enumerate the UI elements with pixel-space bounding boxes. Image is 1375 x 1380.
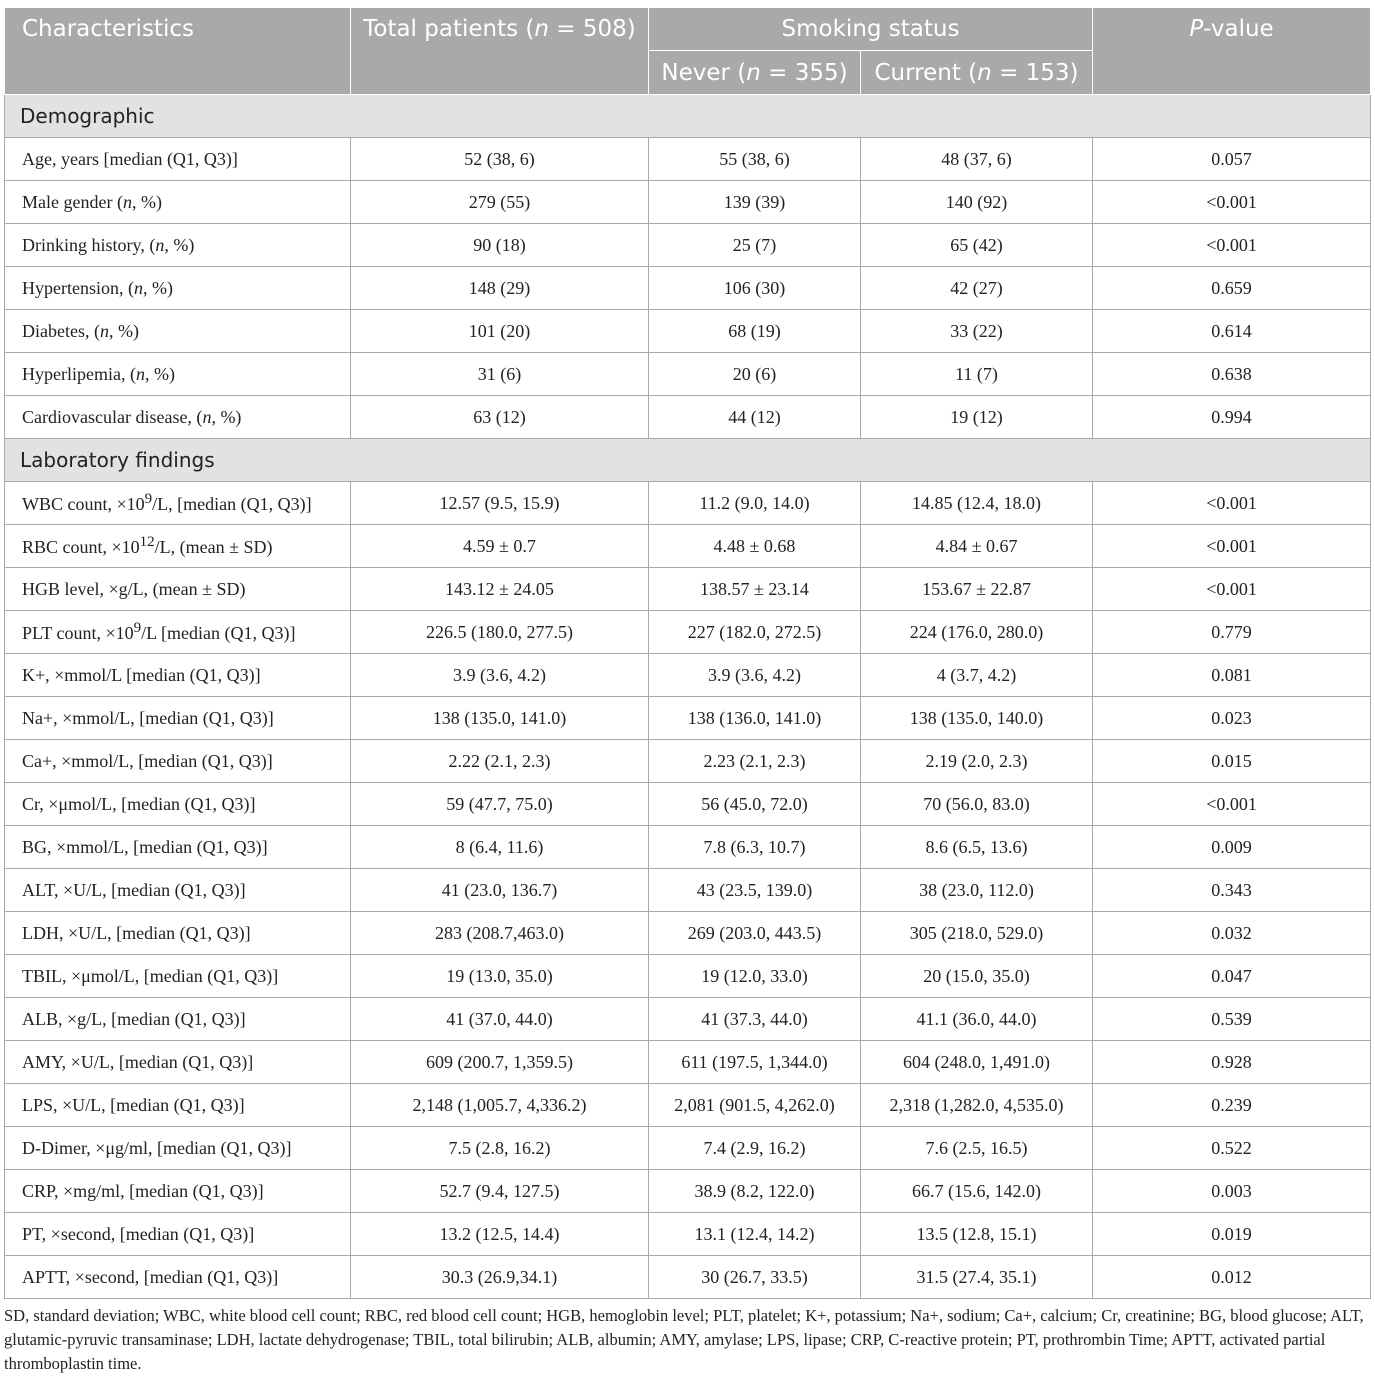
table-row — [5, 482, 1371, 525]
cell-p-value: 0.003 — [1093, 1170, 1371, 1213]
table-row — [5, 353, 1371, 396]
row-label: Age, years [median (Q1, Q3)] — [5, 138, 351, 181]
section-row — [5, 439, 1371, 482]
cell-p-value: 0.779 — [1093, 611, 1371, 654]
row-label: PT, ×second, [median (Q1, Q3)] — [5, 1213, 351, 1256]
table-row — [5, 740, 1371, 783]
cell-p-value: 0.012 — [1093, 1256, 1371, 1299]
cell-p-value: 0.638 — [1093, 353, 1371, 396]
row-label: ALB, ×g/L, [median (Q1, Q3)] — [5, 998, 351, 1041]
row-label: LDH, ×U/L, [median (Q1, Q3)] — [5, 912, 351, 955]
cell-current: 4 (3.7, 4.2) — [861, 654, 1093, 697]
cell-never: 7.4 (2.9, 16.2) — [649, 1127, 861, 1170]
cell-total: 279 (55) — [351, 181, 649, 224]
cell-p-value: 0.019 — [1093, 1213, 1371, 1256]
header-total-patients: Total patients (n = 508) — [351, 8, 649, 95]
cell-total: 8 (6.4, 11.6) — [351, 826, 649, 869]
cell-p-value: 0.614 — [1093, 310, 1371, 353]
cell-p-value: 0.032 — [1093, 912, 1371, 955]
cell-never: 43 (23.5, 139.0) — [649, 869, 861, 912]
row-label: BG, ×mmol/L, [median (Q1, Q3)] — [5, 826, 351, 869]
cell-p-value: <0.001 — [1093, 482, 1371, 525]
cell-p-value: 0.928 — [1093, 1041, 1371, 1084]
table-row — [5, 1084, 1371, 1127]
cell-total: 31 (6) — [351, 353, 649, 396]
table-row — [5, 181, 1371, 224]
cell-current: 31.5 (27.4, 35.1) — [861, 1256, 1093, 1299]
table-row — [5, 224, 1371, 267]
table-row — [5, 396, 1371, 439]
table-row — [5, 1127, 1371, 1170]
cell-never: 106 (30) — [649, 267, 861, 310]
cell-current: 604 (248.0, 1,491.0) — [861, 1041, 1093, 1084]
cell-never: 2,081 (901.5, 4,262.0) — [649, 1084, 861, 1127]
cell-never: 227 (182.0, 272.5) — [649, 611, 861, 654]
cell-total: 4.59 ± 0.7 — [351, 525, 649, 568]
row-label: RBC count, $\times 10^{12}/L$, (mean ± SD) — [5, 525, 351, 568]
table-row — [5, 869, 1371, 912]
table-row — [5, 1213, 1371, 1256]
cell-never: 611 (197.5, 1,344.0) — [649, 1041, 861, 1084]
cell-p-value: 0.522 — [1093, 1127, 1371, 1170]
cell-p-value: 0.343 — [1093, 869, 1371, 912]
cell-current: 19 (12) — [861, 396, 1093, 439]
cell-total: 148 (29) — [351, 267, 649, 310]
cell-p-value: 0.009 — [1093, 826, 1371, 869]
cell-p-value: <0.001 — [1093, 783, 1371, 826]
table-row — [5, 1041, 1371, 1084]
cell-total: 101 (20) — [351, 310, 649, 353]
cell-current: 14.85 (12.4, 18.0) — [861, 482, 1093, 525]
table-row — [5, 568, 1371, 611]
cell-current: 13.5 (12.8, 15.1) — [861, 1213, 1093, 1256]
cell-never: 269 (203.0, 443.5) — [649, 912, 861, 955]
cell-total: 19 (13.0, 35.0) — [351, 955, 649, 998]
header-current: Current (n = 153) — [861, 51, 1093, 95]
row-label: WBC count, $\times 10^9/L$, [median (Q1, Q3)] — [5, 482, 351, 525]
header-never: Never (n = 355) — [649, 51, 861, 95]
row-label: HGB level, ×g/L, (mean ± SD) — [5, 568, 351, 611]
table-row — [5, 998, 1371, 1041]
row-label: ALT, ×U/L, [median (Q1, Q3)] — [5, 869, 351, 912]
section-demographic: Demographic — [5, 95, 1371, 138]
row-label: D-Dimer, ×μg/ml, [median (Q1, Q3)] — [5, 1127, 351, 1170]
cell-never: 139 (39) — [649, 181, 861, 224]
row-label: Cr, ×μmol/L, [median (Q1, Q3)] — [5, 783, 351, 826]
cell-current: 305 (218.0, 529.0) — [861, 912, 1093, 955]
cell-current: 70 (56.0, 83.0) — [861, 783, 1093, 826]
row-label: CRP, ×mg/ml, [median (Q1, Q3)] — [5, 1170, 351, 1213]
row-label: AMY, ×U/L, [median (Q1, Q3)] — [5, 1041, 351, 1084]
cell-current: 224 (176.0, 280.0) — [861, 611, 1093, 654]
cell-never: 20 (6) — [649, 353, 861, 396]
cell-p-value: 0.239 — [1093, 1084, 1371, 1127]
row-label: LPS, ×U/L, [median (Q1, Q3)] — [5, 1084, 351, 1127]
cell-current: 2.19 (2.0, 2.3) — [861, 740, 1093, 783]
cell-total: 30.3 (26.9,34.1) — [351, 1256, 649, 1299]
cell-never: 2.23 (2.1, 2.3) — [649, 740, 861, 783]
table-row — [5, 310, 1371, 353]
cell-p-value: 0.057 — [1093, 138, 1371, 181]
cell-p-value: 0.659 — [1093, 267, 1371, 310]
table-row — [5, 826, 1371, 869]
cell-current: 2,318 (1,282.0, 4,535.0) — [861, 1084, 1093, 1127]
table-row — [5, 525, 1371, 568]
header-characteristics: Characteristics — [5, 8, 351, 95]
cell-never: 19 (12.0, 33.0) — [649, 955, 861, 998]
row-label: Cardiovascular disease, (n, %) — [5, 396, 351, 439]
cell-total: 143.12 ± 24.05 — [351, 568, 649, 611]
table-row — [5, 267, 1371, 310]
cell-never: 7.8 (6.3, 10.7) — [649, 826, 861, 869]
cell-current: 65 (42) — [861, 224, 1093, 267]
cell-current: 140 (92) — [861, 181, 1093, 224]
header-smoking-status: Smoking status — [649, 8, 1093, 51]
cell-never: 4.48 ± 0.68 — [649, 525, 861, 568]
row-label: TBIL, ×μmol/L, [median (Q1, Q3)] — [5, 955, 351, 998]
cell-never: 138 (136.0, 141.0) — [649, 697, 861, 740]
cell-never: 13.1 (12.4, 14.2) — [649, 1213, 861, 1256]
cell-p-value: <0.001 — [1093, 224, 1371, 267]
row-label: PLT count, $\times 10^9/L$ [median (Q1, Q3)] — [5, 611, 351, 654]
row-label: Hypertension, (n, %) — [5, 267, 351, 310]
cell-current: 42 (27) — [861, 267, 1093, 310]
cell-total: 41 (23.0, 136.7) — [351, 869, 649, 912]
cell-never: 30 (26.7, 33.5) — [649, 1256, 861, 1299]
table-row — [5, 955, 1371, 998]
row-label: K+, ×mmol/L [median (Q1, Q3)] — [5, 654, 351, 697]
row-label: APTT, ×second, [median (Q1, Q3)] — [5, 1256, 351, 1299]
table-container — [4, 7, 1370, 1299]
cell-p-value: <0.001 — [1093, 568, 1371, 611]
characteristics-table — [4, 7, 1371, 1299]
table-row — [5, 783, 1371, 826]
cell-total: 52.7 (9.4, 127.5) — [351, 1170, 649, 1213]
cell-p-value: 0.994 — [1093, 396, 1371, 439]
cell-current: 66.7 (15.6, 142.0) — [861, 1170, 1093, 1213]
section-laboratory: Laboratory findings — [5, 439, 1371, 482]
table-row — [5, 697, 1371, 740]
cell-current: 41.1 (36.0, 44.0) — [861, 998, 1093, 1041]
cell-total: 138 (135.0, 141.0) — [351, 697, 649, 740]
header-p-value: P-value — [1093, 8, 1371, 95]
cell-current: 153.67 ± 22.87 — [861, 568, 1093, 611]
row-label: Ca+, ×mmol/L, [median (Q1, Q3)] — [5, 740, 351, 783]
section-row — [5, 95, 1371, 138]
cell-total: 13.2 (12.5, 14.4) — [351, 1213, 649, 1256]
row-label: Diabetes, (n, %) — [5, 310, 351, 353]
cell-total: 3.9 (3.6, 4.2) — [351, 654, 649, 697]
cell-total: 2,148 (1,005.7, 4,336.2) — [351, 1084, 649, 1127]
cell-current: 33 (22) — [861, 310, 1093, 353]
cell-total: 59 (47.7, 75.0) — [351, 783, 649, 826]
cell-p-value: 0.081 — [1093, 654, 1371, 697]
row-label: Hyperlipemia, (n, %) — [5, 353, 351, 396]
cell-total: 226.5 (180.0, 277.5) — [351, 611, 649, 654]
cell-p-value: 0.047 — [1093, 955, 1371, 998]
cell-never: 138.57 ± 23.14 — [649, 568, 861, 611]
cell-current: 20 (15.0, 35.0) — [861, 955, 1093, 998]
cell-never: 41 (37.3, 44.0) — [649, 998, 861, 1041]
cell-total: 90 (18) — [351, 224, 649, 267]
table-row — [5, 611, 1371, 654]
cell-total: 7.5 (2.8, 16.2) — [351, 1127, 649, 1170]
cell-total: 63 (12) — [351, 396, 649, 439]
cell-never: 55 (38, 6) — [649, 138, 861, 181]
cell-never: 44 (12) — [649, 396, 861, 439]
table-row — [5, 912, 1371, 955]
cell-current: 7.6 (2.5, 16.5) — [861, 1127, 1093, 1170]
table-row — [5, 1256, 1371, 1299]
row-label: Male gender (n, %) — [5, 181, 351, 224]
cell-p-value: 0.015 — [1093, 740, 1371, 783]
cell-total: 2.22 (2.1, 2.3) — [351, 740, 649, 783]
cell-current: 4.84 ± 0.67 — [861, 525, 1093, 568]
cell-total: 52 (38, 6) — [351, 138, 649, 181]
cell-p-value: <0.001 — [1093, 181, 1371, 224]
cell-never: 38.9 (8.2, 122.0) — [649, 1170, 861, 1213]
table-row — [5, 1170, 1371, 1213]
table-footnote: SD, standard deviation; WBC, white blood cell count; RBC, red blood cell count; HGB, hemoglobin level; PLT, platelet; K+, potassium; Na+, sodium; Ca+, calcium; Cr, creatinine; BG, blood glucose; ALT, glutamic-pyruvic transaminase; LDH, lactate dehydrogenase; TBIL, total bilirubin; ALB, albumin; AMY, amylase; LPS, lipase; CRP, C-reactive protein; PT, prothrombin Time; APTT, activated partial thromboplastin time. — [4, 1306, 1364, 1373]
cell-never: 56 (45.0, 72.0) — [649, 783, 861, 826]
cell-p-value: 0.023 — [1093, 697, 1371, 740]
cell-total: 41 (37.0, 44.0) — [351, 998, 649, 1041]
row-label: Na+, ×mmol/L, [median (Q1, Q3)] — [5, 697, 351, 740]
cell-never: 25 (7) — [649, 224, 861, 267]
cell-p-value: <0.001 — [1093, 525, 1371, 568]
cell-never: 68 (19) — [649, 310, 861, 353]
cell-p-value: 0.539 — [1093, 998, 1371, 1041]
cell-total: 283 (208.7,463.0) — [351, 912, 649, 955]
row-label: Drinking history, (n, %) — [5, 224, 351, 267]
cell-total: 12.57 (9.5, 15.9) — [351, 482, 649, 525]
cell-never: 11.2 (9.0, 14.0) — [649, 482, 861, 525]
cell-total: 609 (200.7, 1,359.5) — [351, 1041, 649, 1084]
cell-current: 138 (135.0, 140.0) — [861, 697, 1093, 740]
cell-current: 38 (23.0, 112.0) — [861, 869, 1093, 912]
cell-current: 11 (7) — [861, 353, 1093, 396]
table-row — [5, 654, 1371, 697]
cell-current: 8.6 (6.5, 13.6) — [861, 826, 1093, 869]
cell-never: 3.9 (3.6, 4.2) — [649, 654, 861, 697]
cell-current: 48 (37, 6) — [861, 138, 1093, 181]
table-row — [5, 138, 1371, 181]
